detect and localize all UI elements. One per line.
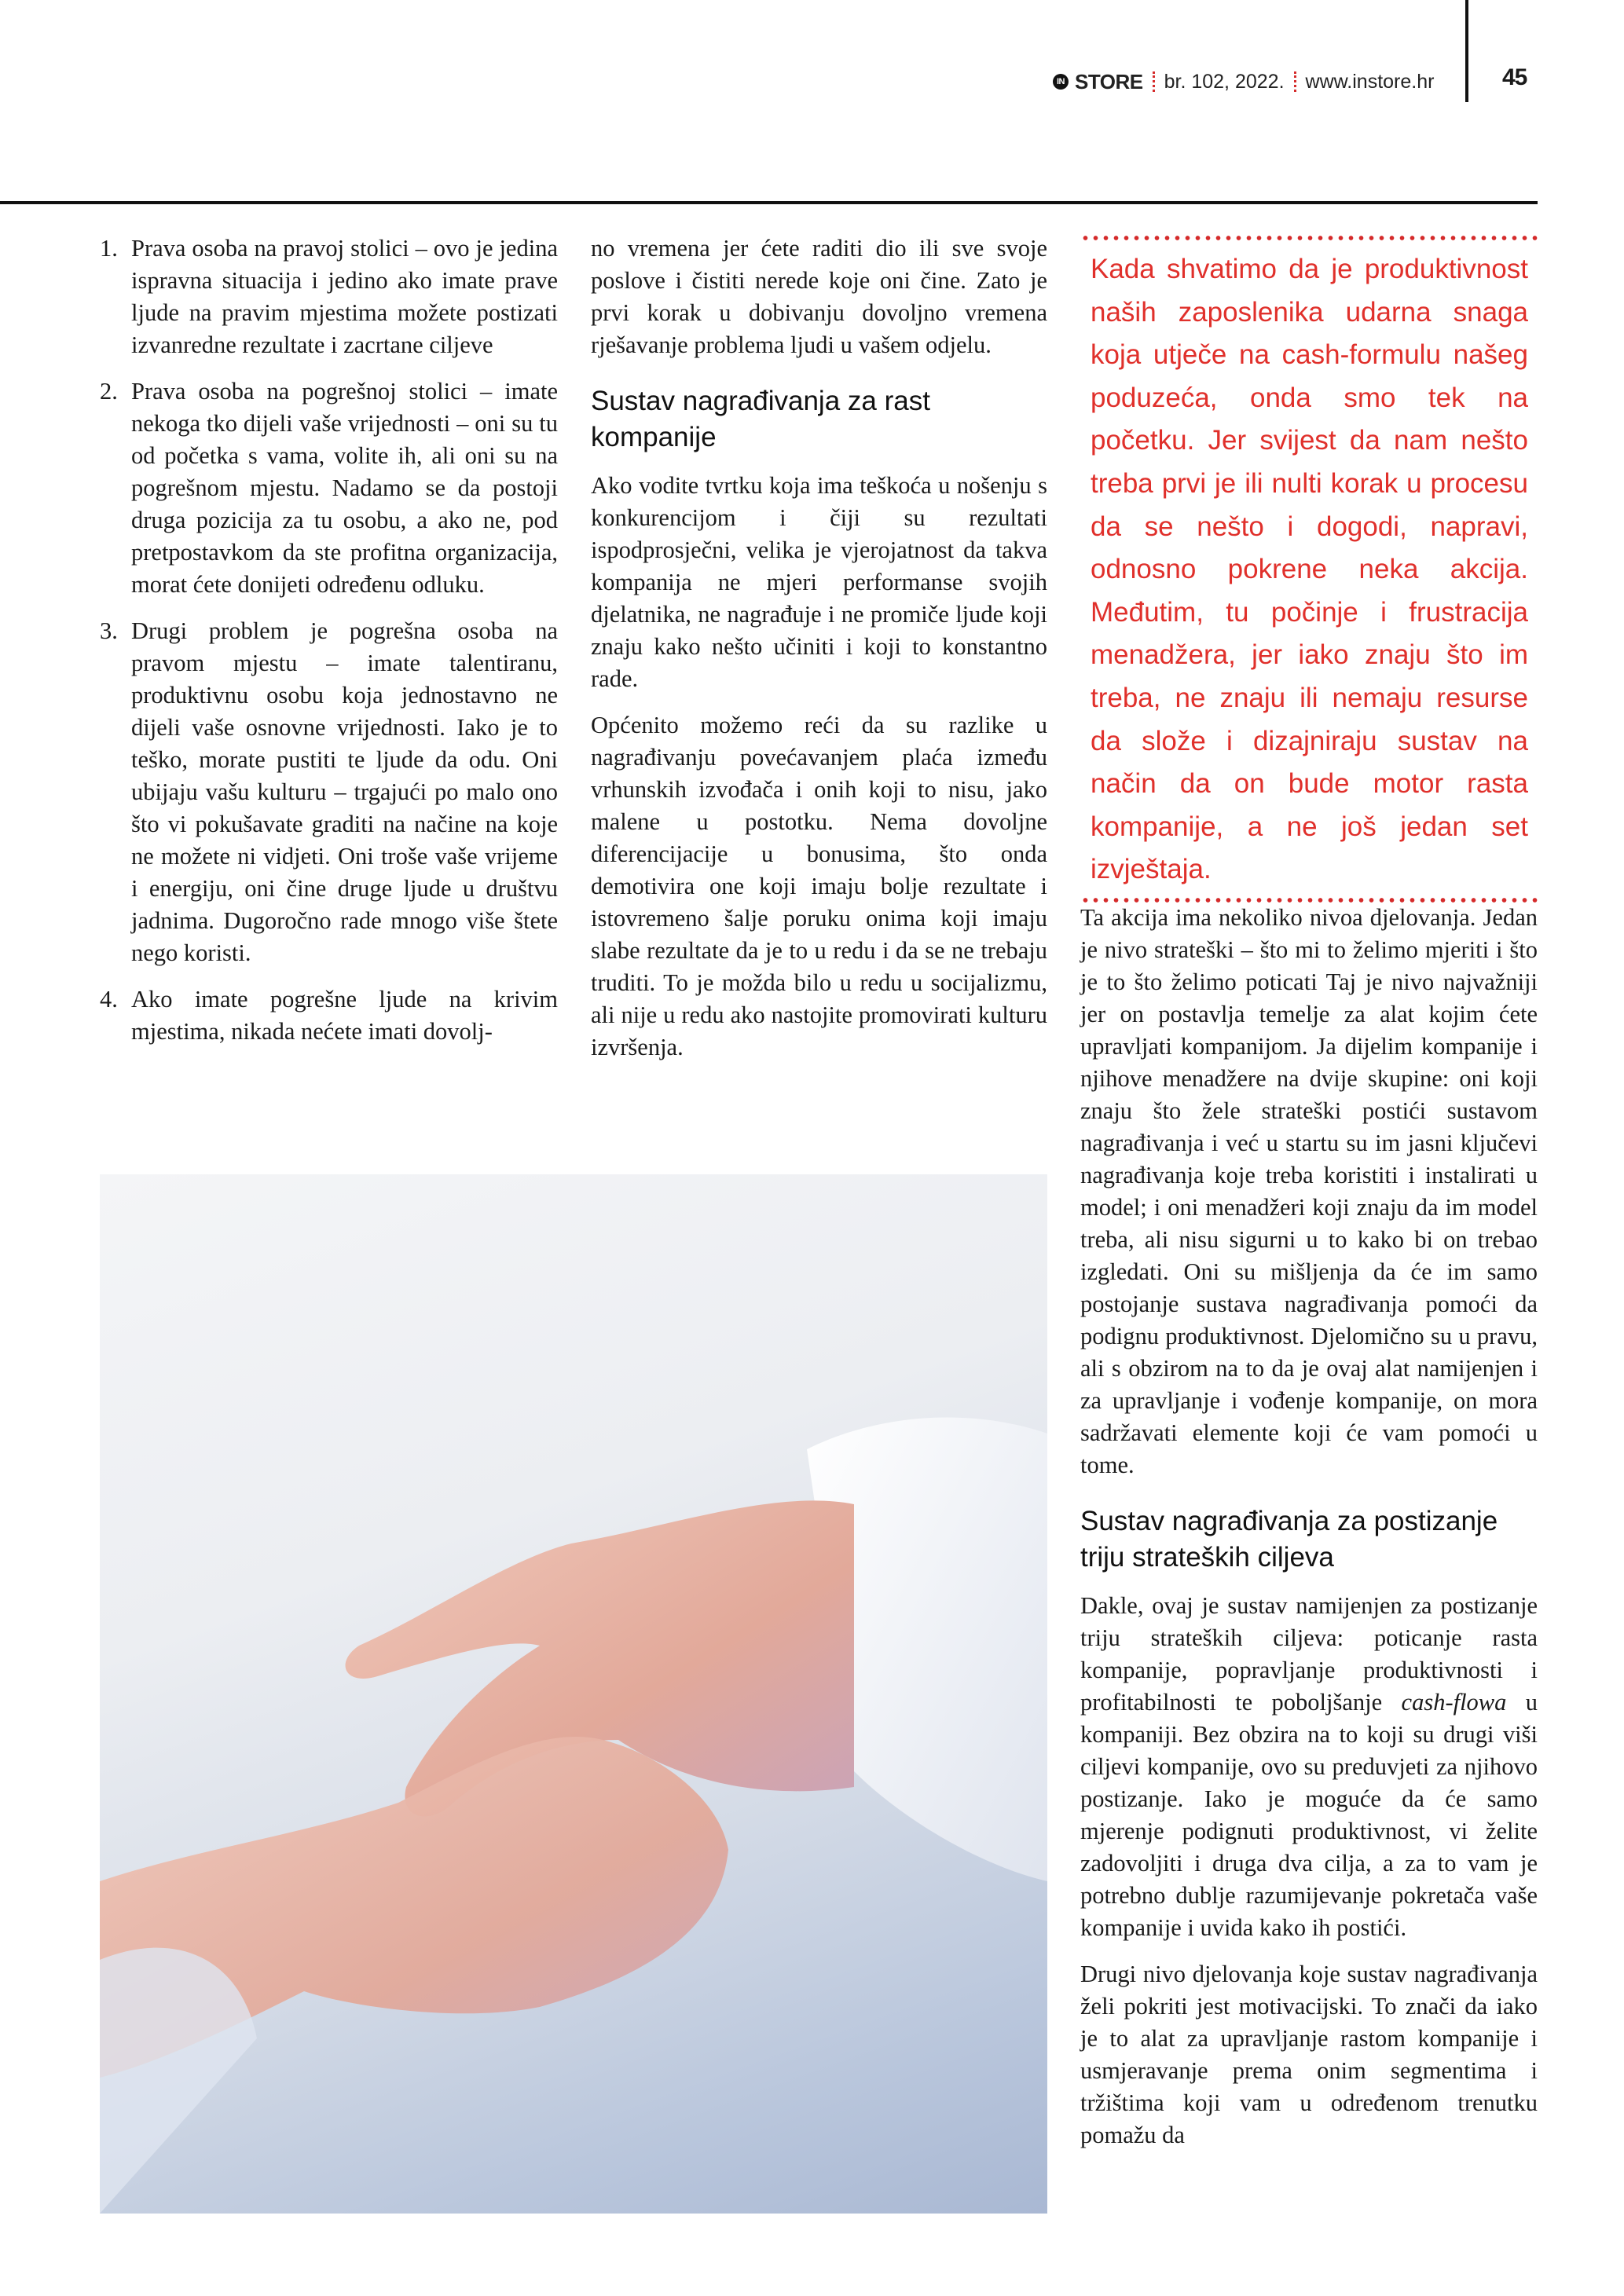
running-header bbox=[1053, 66, 1434, 97]
list-number: 4. bbox=[100, 986, 118, 1013]
italic-term: cash-flowa bbox=[1401, 1689, 1507, 1716]
page-number: 45 bbox=[1502, 64, 1527, 90]
list-number: 1. bbox=[100, 235, 118, 262]
list-text: Ako imate pogrešne ljude na krivim mjestima, nikada nećete imati dovolj- bbox=[131, 986, 558, 1045]
pull-quote bbox=[1080, 236, 1538, 903]
text-run: Dakle, ovaj je sustav namijenjen za postizanje triju strateških ciljeva: poticanje rasta kompanije, popravljanje produktivnosti i profitabilnosti te poboljšanje bbox=[1080, 1592, 1538, 1716]
separator bbox=[1294, 71, 1296, 92]
logo-text: STORE bbox=[1075, 69, 1143, 93]
column-3 bbox=[1080, 902, 1538, 2166]
handshake-photo bbox=[100, 1174, 1047, 2214]
paragraph: Općenito možemo reći da su razlike u nagrađivanju povećavanjem plaća između vrhunskih izvođača i onih koji to nisu, jako malene u postotku. Nema dovoljne diferencijacije u bonusima, što onda demotivira one koji imaju bolje rezultate i istovremeno šalje poruku onima koji imaju slabe rezultate da je to u redu i da se ne trebaju truditi. To je možda bilo u redu u socijalizmu, ali nije u redu ako nastojite promovirati kulturu izvršenja. bbox=[591, 712, 1047, 1060]
pull-quote-text: Kada shvatimo da je produktivnost naših zaposlenika udarna snaga koja utječe na cash-formulu našeg poduzeća, onda smo tek na početku. Jer svijest da nam nešto treba prvi je ili nulti korak u procesu da se nešto i dogodi, napravi, odnosno pokrene neka akcija. Međutim, tu počinje i frustracija menadžera, jer iako znaju što im treba, ne znaju ili nemaju resurse da slože i dizajniraju sustav na način da on bude motor rasta kompanije, a ne još jedan set izvještaja. bbox=[1091, 254, 1528, 885]
magazine-logo bbox=[1053, 70, 1143, 94]
list-text: Prava osoba na pogrešnoj stolici – imate nekoga tko dijeli vaše vrijednosti – oni su tu od početka s vama, volite ih, ali oni su na pogrešnom mjestu. Nadamo se da postoji druga pozicija za tu osobu, a ako ne, pod pretpostavkom da ste profitna organizacija, morat ćete donijeti određenu odluku. bbox=[131, 378, 558, 598]
paragraph: Ako vodite tvrtku koja ima teškoća u nošenju s konkurencijom i čiji su rezultati ispodprosječni, velika je vjerojatnost da takva kompanija ne mjeri performanse svojih djelatnika, ne nagrađuje i ne promiče ljude koji znaju kako nešto učiniti i koji to konstantno rade. bbox=[591, 472, 1047, 692]
list-number: 3. bbox=[100, 617, 118, 644]
list-item bbox=[100, 375, 558, 601]
section-heading: Sustav nagrađivanja za postizanje triju strateških ciljeva bbox=[1080, 1506, 1498, 1573]
separator bbox=[1153, 71, 1155, 92]
left-sleeve bbox=[100, 1948, 257, 2214]
paragraph: Drugi nivo djelovanja koje sustav nagrađivanja želi pokriti jest motivacijski. To znači da iako je to alat za upravljanje rastom kompanije i usmjeravanje prema onim segmentima i tržištima koji vam u određenom trenutku pomažu da bbox=[1080, 1961, 1538, 2148]
list-item bbox=[100, 615, 558, 969]
section-heading: Sustav nagrađivanja za rast kompanije bbox=[591, 386, 930, 452]
list-item bbox=[100, 233, 558, 361]
list-text: Prava osoba na pravoj stolici – ovo je jedina ispravna situacija i jedino ako imate prave ljude na pravim mjestima možete postizati izvanredne rezultate i zacrtane ciljeve bbox=[131, 235, 558, 358]
paragraph bbox=[1080, 1590, 1538, 1944]
header-rule bbox=[0, 201, 1538, 204]
in-logo-icon: IN bbox=[1053, 74, 1069, 90]
list-item bbox=[100, 983, 558, 1048]
paragraph: no vremena jer ćete raditi dio ili sve svoje poslove i čistiti nerede koje oni čine. Zato je prvi korak u dobivanju dovoljno vremena rješavanje problema ljudi u vašem odjelu. bbox=[591, 235, 1047, 358]
paragraph: Ta akcija ima nekoliko nivoa djelovanja. Jedan je nivo strateški – što mi to želimo mjeriti i što je to što želimo poticati Taj je nivo najvažniji jer on postavlja temelje za alat kojim ćete upravljati kompanijom. Ja dijelim kompanije i njihove menadžere na dvije skupine: oni koji znaju što žele strateški postići sustavom nagrađivanja i već u startu su im jasni ključevi nagrađivanja koje treba koristiti i instalirati u model; i oni menadžeri koji znaju da im model treba, ali nisu sigurni u to kako bi on trebao izgledati. Oni su mišljenja da će im samo postojanje sustava nagrađivanja pomoći da podignu produktivnost. Djelomično su u pravu, ali s obzirom na to da je ovaj alat namijenjen i za upravljanje i vođenje kompanije, on mora sadržavati elemente koji će vam pomoći u tome. bbox=[1080, 904, 1538, 1478]
handshake-illustration bbox=[100, 1174, 1047, 2214]
column-1 bbox=[100, 233, 558, 1062]
issue-number: br. 102, 2022. bbox=[1164, 70, 1285, 93]
website: www.instore.hr bbox=[1305, 70, 1435, 93]
column-2 bbox=[591, 233, 1047, 1078]
list-number: 2. bbox=[100, 378, 118, 405]
header-divider bbox=[1465, 0, 1468, 102]
numbered-list bbox=[100, 233, 558, 1048]
text-run: u kompaniji. Bez obzira na to koji su drugi viši ciljevi kompanije, ovo su preduvjeti za njihovo postizanje. Iako je moguće da će samo mjerenje podignuti produktivnost, vi želite zadovoljiti i druga dva cilja, a za to vam je potrebno dublje razumijevanje pokretača vaše kompanije i uvida kako ih postići. bbox=[1080, 1689, 1538, 1941]
list-text: Drugi problem je pogrešna osoba na pravom mjestu – imate talentiranu, produktivnu osobu koja jednostavno ne dijeli vaše osnovne vrijednosti. Iako je to teško, morate pustiti te ljude da odu. Oni ubijaju vašu kulturu – trgajući po malo ono što vi pokušavate graditi na načine na koje ne možete ni vidjeti. Oni troše vaše vrijeme i energiju, oni čine druge ljude u društvu jadnima. Dugoročno rade mnogo više štete nego koristi. bbox=[131, 617, 558, 966]
